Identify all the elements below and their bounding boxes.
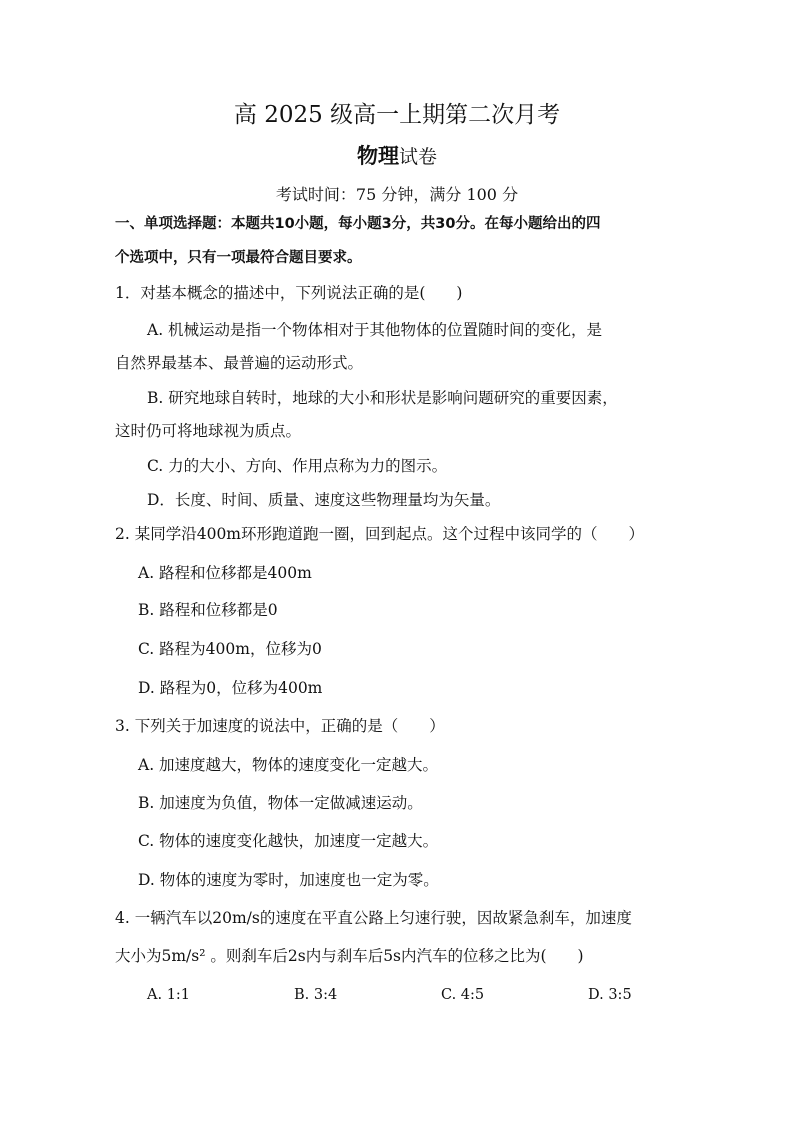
q2-option-b: B. 路程和位移都是0 (138, 601, 278, 619)
q4-option-c: C. 4:5 (441, 987, 485, 1003)
q4-stem-line1: 4. 一辆汽车以20m/s的速度在平直公路上匀速行驶，因故紧急刹车，加速度 (115, 909, 632, 927)
section-heading-line1: 一、单项选择题：本题共10小题，每小题3分，共30分。在每小题给出的四 (115, 216, 601, 232)
q2-stem: 2. 某同学沿400m环形跑道跑一圈，回到起点。这个过程中该同学的（ ） (115, 525, 645, 543)
q1-option-d: D．长度、时间、质量、速度这些物理量均为矢量。 (147, 491, 501, 509)
q3-option-d: D. 物体的速度为零时，加速度也一定为零。 (138, 871, 439, 889)
q4-option-d: D. 3:5 (588, 987, 632, 1003)
q3-option-c: C. 物体的速度变化越快，加速度一定越大。 (138, 832, 439, 850)
q1-stem: 1．对基本概念的描述中，下列说法正确的是( ) (115, 284, 463, 302)
q2-option-a: A. 路程和位移都是400m (138, 564, 312, 582)
q4-option-b: B. 3:4 (294, 987, 338, 1003)
q2-option-d: D. 路程为0，位移为400m (138, 679, 323, 697)
q1-option-b-line2: 这时仍可将地球视为质点。 (115, 422, 302, 440)
subject-bold: 物理 (356, 143, 399, 168)
exam-time: 考试时间：75 分钟，满分 100 分 (275, 185, 519, 204)
q3-option-a: A. 加速度越大，物体的速度变化一定越大。 (138, 756, 439, 774)
q4-stem-line2: 大小为5m/s² 。则刹车后2s内与刹车后5s内汽车的位移之比为( ) (115, 947, 584, 965)
exam-title: 高 2025 级高一上期第二次月考 (233, 102, 561, 128)
q1-option-a-line2: 自然界最基本、最普遍的运动形式。 (115, 354, 364, 372)
q1-option-b-line1: B. 研究地球自转时，地球的大小和形状是影响问题研究的重要因素， (147, 389, 618, 407)
q1-option-c: C. 力的大小、方向、作用点称为力的图示。 (147, 457, 448, 475)
q1-option-a-line1: A. 机械运动是指一个物体相对于其他物体的位置随时间的变化，是 (147, 321, 603, 339)
q3-stem: 3. 下列关于加速度的说法中，正确的是（ ） (115, 717, 445, 735)
q4-option-a: A. 1:1 (147, 987, 191, 1003)
q2-option-c: C. 路程为400m，位移为0 (138, 640, 322, 658)
subject-rest: 试卷 (398, 146, 437, 168)
exam-subject (0, 141, 794, 173)
section-heading-line2: 个选项中，只有一项最符合题目要求。 (115, 250, 362, 266)
q3-option-b: B. 加速度为负值，物体一定做减速运动。 (138, 794, 423, 812)
